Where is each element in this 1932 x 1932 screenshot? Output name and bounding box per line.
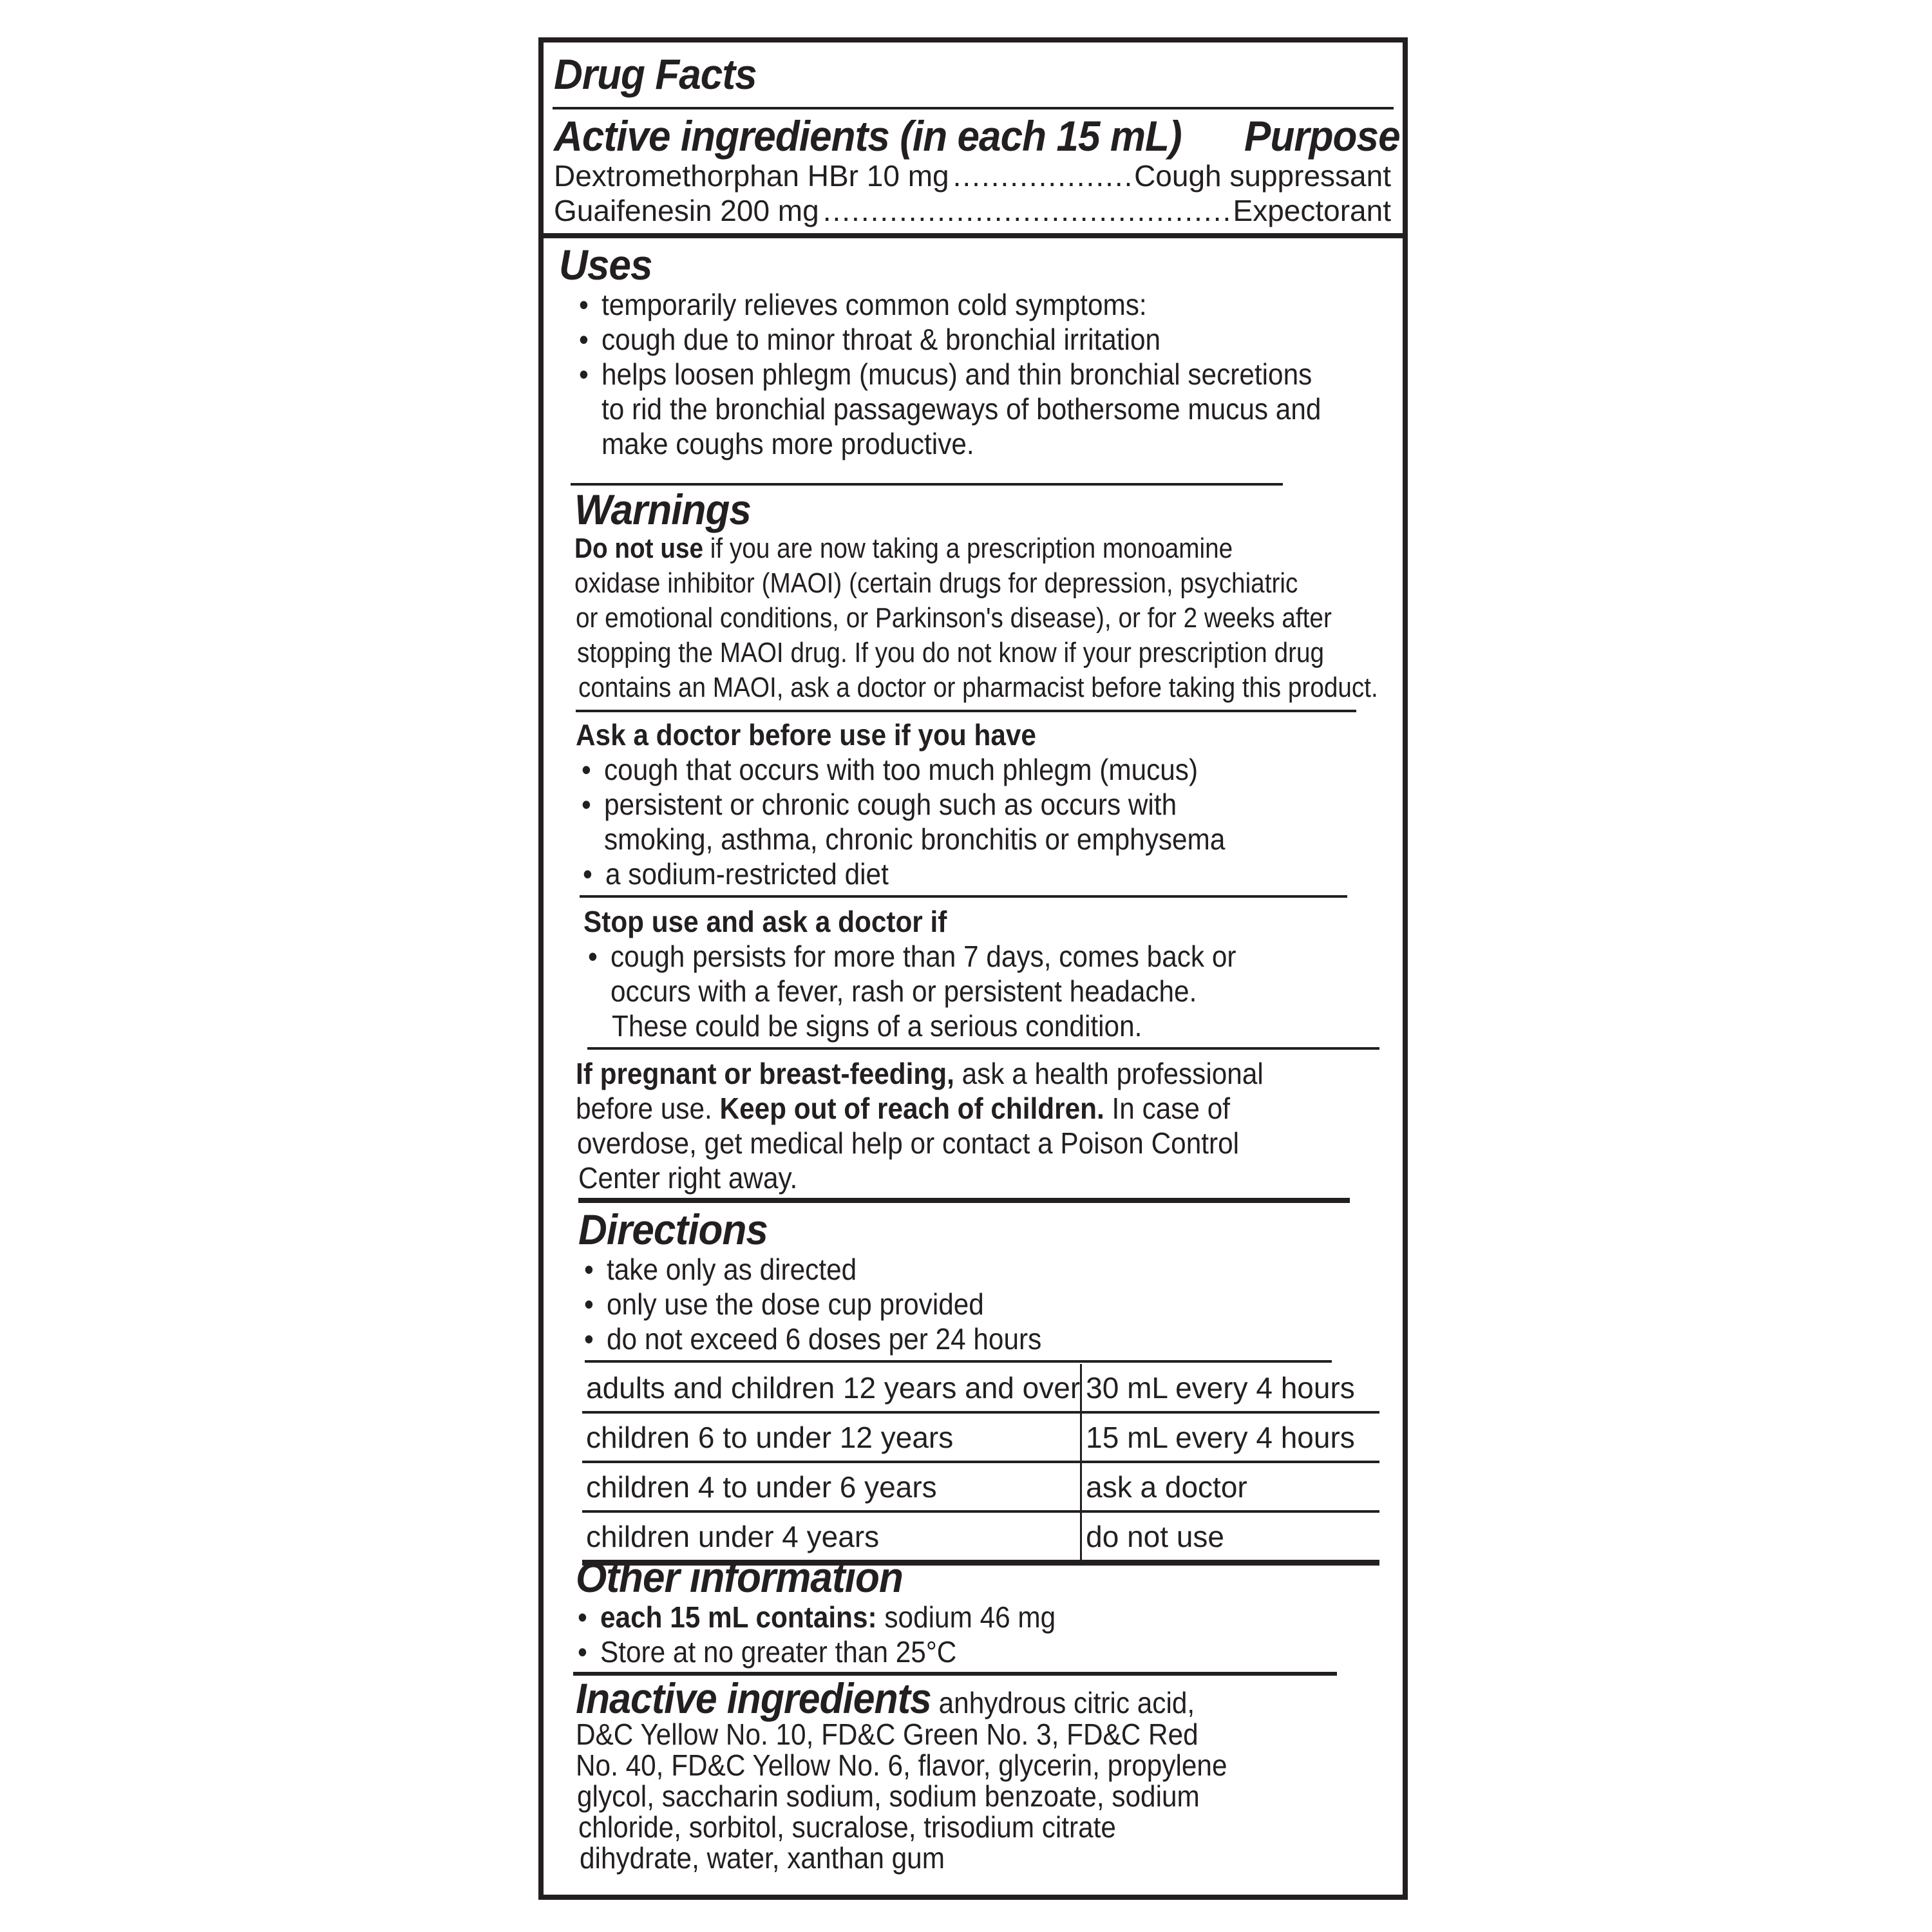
warnings-rule	[578, 1198, 1350, 1203]
do-not-use-text: contains an MAOI, ask a doctor or pharmacist before taking this product.	[578, 672, 1378, 703]
table-row	[582, 1412, 1379, 1462]
dosage-table	[582, 1364, 1379, 1566]
warnings-heading: Warnings	[574, 486, 751, 533]
ask-doctor-item: • cough that occurs with too much phlegm (mucus)	[604, 755, 1198, 784]
active-row-dextromethorphan	[554, 161, 1391, 191]
active-ingredients-heading: Active ingredients (in each 15 mL)	[554, 112, 1182, 160]
do-not-use-text: Do not use if you are now taking a prescription monoamine	[574, 533, 1233, 564]
ask-doctor-item-continued: smoking, asthma, chronic bronchitis or emphysema	[604, 822, 1226, 856]
do-not-use-text: oxidase inhibitor (MAOI) (certain drugs for depression, psychiatric	[574, 567, 1298, 599]
other-information-heading: Other information	[576, 1553, 903, 1601]
pregnancy-warning: If pregnant or breast-feeding, ask a health professional	[576, 1057, 1264, 1090]
keep-out-of-reach: before use. Keep out of reach of children. In case of	[576, 1092, 1231, 1125]
directions-heading: Directions	[578, 1206, 768, 1253]
table-row	[582, 1364, 1379, 1412]
do-not-use-label: Do not use	[574, 533, 704, 564]
inactive-ingredients-text: dihydrate, water, xanthan gum	[580, 1841, 945, 1875]
ask-doctor-item: • persistent or chronic cough such as occurs with	[604, 790, 1177, 819]
overdose-text: overdose, get medical help or contact a Poison Control	[577, 1126, 1240, 1160]
directions-item: • only use the dose cup provided	[607, 1289, 984, 1319]
directions-list-rule	[585, 1360, 1332, 1363]
directions-item: • take only as directed	[607, 1255, 857, 1284]
inactive-ingredients-text: No. 40, FD&C Yellow No. 6, flavor, glycerin, propylene	[576, 1748, 1227, 1782]
age-group-cell: children 4 to under 6 years	[582, 1462, 1081, 1511]
inactive-ingredients-text: glycol, saccharin sodium, sodium benzoate, sodium	[577, 1779, 1200, 1813]
do-not-use-text: stopping the MAOI drug. If you do not know if your prescription drug	[577, 637, 1325, 668]
uses-item-continued: to rid the bronchial passageways of bothersome mucus and	[601, 392, 1321, 426]
ingredient-purpose: Expectorant	[1233, 194, 1391, 227]
uses-item: • temporarily relieves common cold symptoms:	[601, 290, 1147, 319]
other-info-item: • Store at no greater than 25°C	[600, 1637, 956, 1667]
uses-item-continued: make coughs more productive.	[601, 427, 974, 460]
uses-item: • helps loosen phlegm (mucus) and thin bronchial secretions	[601, 359, 1312, 389]
uses-heading: Uses	[559, 241, 652, 289]
other-info-item: • each 15 mL contains: sodium 46 mg	[600, 1602, 1056, 1632]
page-title: Drug Facts	[554, 50, 757, 98]
stop-use-item-continued: occurs with a fever, rash or persistent headache.	[611, 974, 1197, 1008]
age-group-cell: adults and children 12 years and over	[582, 1364, 1081, 1412]
do-not-use-text: or emotional conditions, or Parkinson's disease), or for 2 weeks after	[576, 602, 1332, 634]
ask-doctor-heading: Ask a doctor before use if you have	[576, 718, 1036, 752]
inactive-ingredients-text: D&C Yellow No. 10, FD&C Green No. 3, FD&C Red	[576, 1718, 1198, 1751]
dose-cell: ask a doctor	[1081, 1462, 1380, 1511]
title-rule	[553, 107, 1394, 109]
stop-use-heading: Stop use and ask a doctor if	[583, 905, 947, 938]
ingredient-name: Guaifenesin 200 mg	[554, 194, 819, 227]
purpose-heading: Purpose	[1244, 112, 1400, 160]
age-group-cell: children under 4 years	[582, 1511, 1081, 1563]
ingredient-purpose: Cough suppressant	[1134, 159, 1391, 193]
dose-cell: 30 mL every 4 hours	[1081, 1364, 1380, 1412]
ask-doctor-item: • a sodium-restricted diet	[605, 859, 889, 889]
leader-dots	[823, 196, 1229, 225]
dose-cell: do not use	[1081, 1511, 1380, 1563]
uses-item: • cough due to minor throat & bronchial irritation	[601, 325, 1160, 354]
leader-dots	[953, 161, 1130, 191]
table-row	[582, 1462, 1379, 1511]
ask-doctor-rule	[580, 895, 1347, 898]
stop-use-item: • cough persists for more than 7 days, comes back or	[611, 942, 1236, 971]
age-group-cell: children 6 to under 12 years	[582, 1412, 1081, 1462]
stop-use-rule	[587, 1047, 1379, 1050]
inactive-ingredients-heading: Inactive ingredients	[576, 1674, 931, 1722]
active-row-guaifenesin	[554, 196, 1391, 225]
inactive-ingredients-text: chloride, sorbitol, sucralose, trisodium citrate	[578, 1810, 1116, 1844]
stop-use-item-continued: These could be signs of a serious condition.	[612, 1009, 1142, 1043]
inactive-ingredients-line: Inactive ingredients anhydrous citric acid,	[576, 1674, 1195, 1722]
directions-item: • do not exceed 6 doses per 24 hours	[607, 1324, 1041, 1354]
dose-cell: 15 mL every 4 hours	[1081, 1412, 1380, 1462]
active-section-rule	[544, 233, 1403, 238]
overdose-text: Center right away.	[578, 1161, 798, 1195]
do-not-use-rule	[576, 710, 1356, 712]
ingredient-name: Dextromethorphan HBr 10 mg	[554, 159, 949, 193]
